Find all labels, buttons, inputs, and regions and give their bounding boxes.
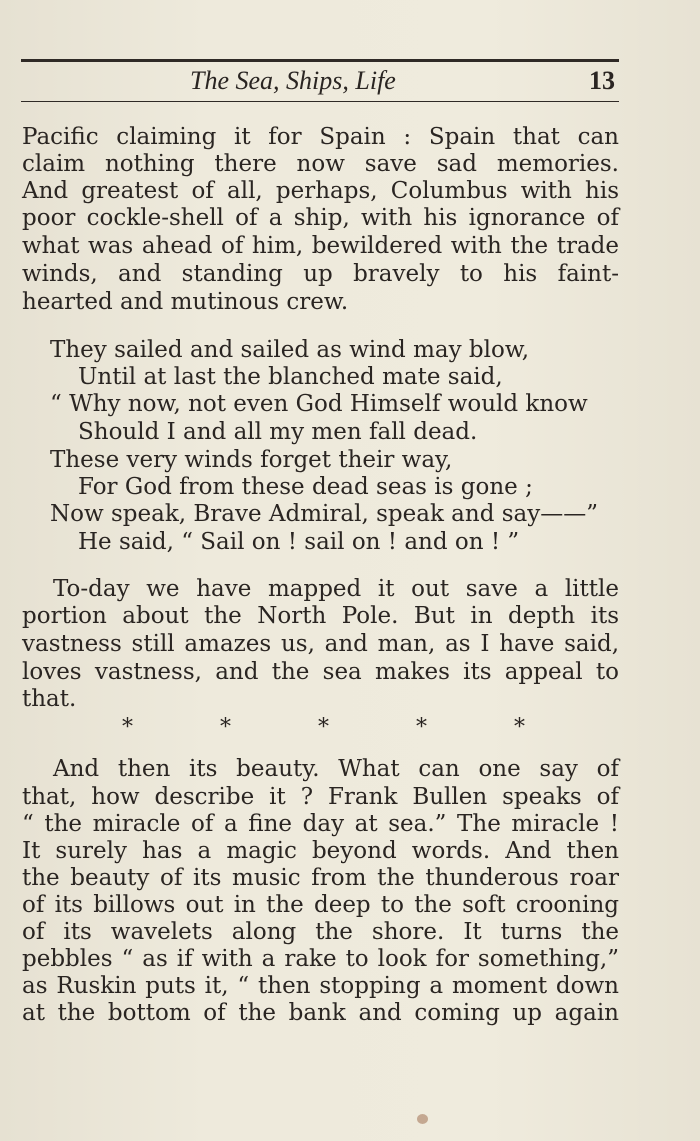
text-line: at the bottom of the bank and coming up again	[22, 1000, 619, 1026]
text-line: of its billows out in the deep to the soft crooning	[22, 892, 619, 918]
poem-line: These very winds forget their way,	[50, 447, 453, 473]
text-line: the beauty of its music from the thunderous roar	[22, 865, 619, 891]
text-line: of its wavelets along the shore. It turns the	[22, 919, 619, 945]
text-line: vastness still amazes us, and man, as I have said,	[22, 631, 619, 657]
text-line: portion about the North Pole. But in depth its	[22, 603, 619, 629]
header-rule-bottom	[21, 101, 619, 102]
text-line: Pacific claiming it for Spain : Spain that can	[22, 124, 619, 150]
section-break-star: *	[416, 715, 427, 740]
text-line: It surely has a magic beyond words. And then	[22, 838, 619, 864]
text-line: And then its beauty. What can one say of	[53, 756, 619, 782]
text-line: claim nothing there now save sad memories.	[22, 151, 619, 177]
section-break-star: *	[514, 715, 525, 740]
text-line: winds, and standing up bravely to his faint-	[22, 261, 619, 287]
text-line: “ the miracle of a fine day at sea.” The miracle !	[22, 811, 619, 837]
text-line: that.	[22, 686, 77, 712]
page-number: 13	[589, 66, 615, 95]
text-line: And greatest of all, perhaps, Columbus with his	[22, 178, 619, 204]
text-line: what was ahead of him, bewildered with the trade	[22, 233, 619, 259]
text-line: pebbles “ as if with a rake to look for something,”	[22, 946, 619, 972]
poem-line: For God from these dead seas is gone ;	[78, 474, 533, 500]
text-line: hearted and mutinous crew.	[22, 289, 349, 315]
section-break	[122, 714, 612, 742]
section-break-star: *	[220, 715, 231, 740]
poem-line: Now speak, Brave Admiral, speak and say——”	[50, 501, 599, 527]
header-rule-top	[21, 59, 619, 62]
paper-smudge	[417, 1114, 428, 1124]
text-line: To-day we have mapped it out save a little	[53, 576, 619, 602]
text-line: as Ruskin puts it, “ then stopping a moment down	[22, 973, 619, 999]
text-line: that, how describe it ? Frank Bullen speaks of	[22, 784, 619, 810]
poem-line: Until at last the blanched mate said,	[78, 364, 503, 390]
text-line: loves vastness, and the sea makes its appeal to	[22, 659, 619, 685]
poem-line: Should I and all my men fall dead.	[78, 419, 478, 445]
section-break-star: *	[318, 715, 329, 740]
section-break-star: *	[122, 715, 133, 740]
poem-line: They sailed and sailed as wind may blow,	[50, 337, 530, 363]
running-head: The Sea, Ships, Life	[190, 66, 396, 95]
poem-line: “ Why now, not even God Himself would know	[50, 391, 588, 417]
text-line: poor cockle-shell of a ship, with his ignorance of	[22, 205, 619, 231]
poem-line: He said, “ Sail on ! sail on ! and on ! ”	[78, 529, 520, 555]
